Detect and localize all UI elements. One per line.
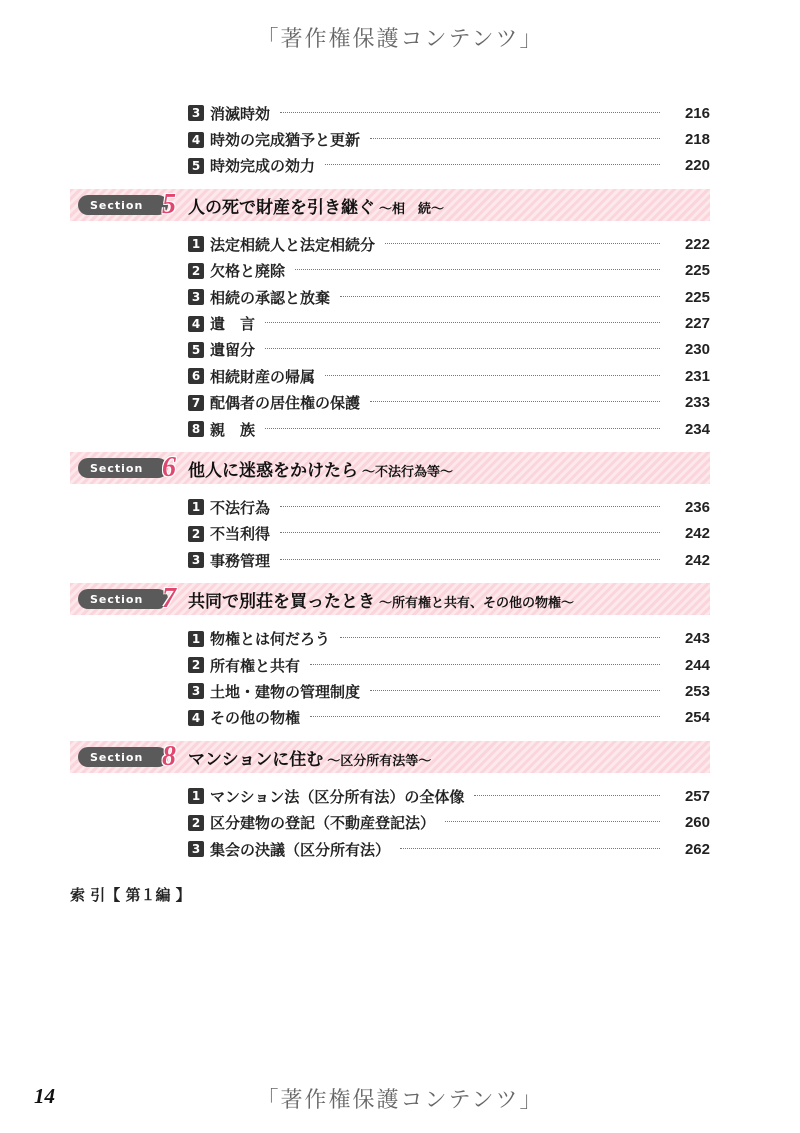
entry-number-badge: 4: [188, 316, 204, 332]
toc-entry[interactable]: [188, 231, 710, 257]
entry-number-badge: 2: [188, 526, 204, 542]
entry-number-badge: 3: [188, 105, 204, 121]
entry-page-number: 231: [684, 367, 710, 385]
leader-dots: [280, 532, 660, 533]
section-title-text: 共同で別荘を買ったとき: [188, 591, 375, 612]
entry-number-badge: 1: [188, 236, 204, 252]
section-title-text: 人の死で財産を引き継ぐ: [188, 197, 375, 218]
toc-entry[interactable]: [188, 678, 710, 704]
entry-title: 区分建物の登記（不動産登記法）: [210, 814, 436, 833]
section-word: Section: [90, 198, 144, 212]
entry-title: 事務管理: [210, 551, 271, 570]
leader-dots: [340, 296, 660, 297]
section-title: [188, 745, 431, 770]
section-number: 6: [162, 452, 176, 484]
entry-number-badge: 5: [188, 158, 204, 174]
leader-dots: [295, 269, 660, 270]
leader-dots: [340, 637, 660, 638]
entry-title: 遺 言: [210, 315, 256, 334]
entry-page-number: 225: [684, 262, 710, 280]
entry-page-number: 244: [684, 656, 710, 674]
entry-title: 法定相続人と法定相続分: [210, 235, 376, 254]
toc-entry[interactable]: [188, 836, 710, 862]
entry-number-badge: 1: [188, 631, 204, 647]
toc-entry[interactable]: [188, 809, 710, 835]
table-of-contents: [70, 100, 710, 862]
section-number: 8: [162, 741, 176, 773]
section-word: Section: [90, 592, 144, 606]
entry-page-number: 236: [684, 498, 710, 516]
section-subtitle: ～区分所有法等～: [327, 753, 432, 769]
entry-title: 物権とは何だろう: [210, 630, 331, 649]
leader-dots: [370, 690, 660, 691]
toc-entry[interactable]: [188, 363, 710, 389]
section-title: [188, 193, 444, 218]
entry-number-badge: 4: [188, 132, 204, 148]
entry-number-badge: 2: [188, 815, 204, 831]
entry-page-number: 242: [684, 525, 710, 543]
section-header[interactable]: [70, 741, 710, 773]
entry-number-badge: 7: [188, 395, 204, 411]
entry-title: 集会の決議（区分所有法）: [210, 840, 391, 859]
entry-page-number: 227: [684, 315, 710, 333]
entry-page-number: 260: [684, 814, 710, 832]
leader-dots: [400, 848, 660, 849]
entry-title: 相続財産の帰属: [210, 367, 316, 386]
entry-title: 時効の完成猶予と更新: [210, 131, 361, 150]
toc-entry[interactable]: [188, 284, 710, 310]
lead-entries: [70, 100, 710, 179]
leader-dots: [265, 322, 660, 323]
watermark-bottom: 「著作権保護コンテンツ」: [256, 1088, 544, 1113]
section-header[interactable]: [70, 583, 710, 615]
section-number: 5: [162, 189, 176, 221]
section-title: [188, 587, 574, 612]
sections-container: [70, 189, 710, 862]
toc-entry[interactable]: [188, 705, 710, 731]
toc-entry[interactable]: [188, 416, 710, 442]
entry-number-badge: 3: [188, 841, 204, 857]
entry-page-number: 218: [684, 131, 710, 149]
toc-entry[interactable]: [188, 494, 710, 520]
entry-title: 欠格と廃除: [210, 262, 286, 281]
entry-page-number: 222: [684, 235, 710, 253]
toc-entry[interactable]: [188, 310, 710, 336]
section-label-pill: [78, 741, 176, 773]
section-subtitle: ～相 続～: [379, 201, 445, 217]
entry-number-badge: 2: [188, 263, 204, 279]
leader-dots: [265, 428, 660, 429]
page-number: 14: [34, 1084, 55, 1108]
entry-page-number: 242: [684, 551, 710, 569]
leader-dots: [474, 795, 660, 796]
entry-number-badge: 2: [188, 657, 204, 673]
leader-dots: [445, 821, 660, 822]
leader-dots: [370, 401, 660, 402]
toc-entry[interactable]: [188, 100, 710, 126]
entry-page-number: 216: [684, 104, 710, 122]
entry-number-badge: 3: [188, 289, 204, 305]
leader-dots: [280, 559, 660, 560]
section-label-pill: [78, 189, 176, 221]
toc-entry[interactable]: [188, 337, 710, 363]
entry-number-badge: 3: [188, 552, 204, 568]
toc-entry[interactable]: [188, 390, 710, 416]
watermark-top: 「著作権保護コンテンツ」: [256, 27, 544, 52]
section-word: Section: [90, 461, 144, 475]
entry-page-number: 225: [684, 288, 710, 306]
entry-number-badge: 4: [188, 710, 204, 726]
section-label-pill: [78, 583, 176, 615]
section-title-text: 他人に迷惑をかけたら: [188, 460, 358, 481]
section-subtitle: ～不法行為等～: [362, 464, 454, 480]
entry-title: 遺留分: [210, 341, 256, 360]
entry-page-number: 243: [684, 630, 710, 648]
leader-dots: [370, 138, 660, 139]
entry-title: 消滅時効: [210, 104, 271, 123]
section-title-text: マンションに住む: [188, 749, 324, 770]
leader-dots: [325, 164, 660, 165]
toc-entry[interactable]: [188, 625, 710, 651]
section-header[interactable]: [70, 189, 710, 221]
section-word: Section: [90, 750, 144, 764]
section-subtitle: ～所有権と共有、その他の物権～: [379, 595, 575, 611]
entry-number-badge: 8: [188, 421, 204, 437]
entry-page-number: 220: [684, 157, 710, 175]
toc-entry[interactable]: [188, 153, 710, 179]
leader-dots: [280, 506, 660, 507]
entry-number-badge: 1: [188, 788, 204, 804]
entry-title: 土地・建物の管理制度: [210, 682, 361, 701]
toc-entry[interactable]: [188, 547, 710, 573]
section-number: 7: [162, 583, 176, 615]
toc-entry[interactable]: [188, 258, 710, 284]
entry-page-number: 230: [684, 341, 710, 359]
entry-title: 親 族: [210, 420, 256, 439]
leader-dots: [325, 375, 660, 376]
toc-entry[interactable]: [188, 652, 710, 678]
leader-dots: [385, 243, 660, 244]
leader-dots: [310, 664, 660, 665]
section-title: [188, 456, 453, 481]
entry-page-number: 254: [684, 709, 710, 727]
entry-page-number: 253: [684, 682, 710, 700]
entry-title: 所有権と共有: [210, 656, 301, 675]
entry-title: その他の物権: [210, 709, 301, 728]
entry-number-badge: 3: [188, 683, 204, 699]
entry-number-badge: 5: [188, 342, 204, 358]
entry-number-badge: 6: [188, 368, 204, 384]
leader-dots: [280, 112, 660, 113]
entry-title: 時効完成の効力: [210, 157, 316, 176]
entry-title: マンション法（区分所有法）の全体像: [210, 787, 465, 806]
entry-title: 相続の承認と放棄: [210, 288, 331, 307]
entry-title: 不当利得: [210, 525, 271, 544]
toc-entry[interactable]: [188, 521, 710, 547]
entry-number-badge: 1: [188, 499, 204, 515]
entry-page-number: 262: [684, 840, 710, 858]
entry-title: 配偶者の居住権の保護: [210, 394, 361, 413]
leader-dots: [265, 348, 660, 349]
entry-page-number: 233: [684, 394, 710, 412]
index-label[interactable]: 索 引【 第１編 】: [70, 886, 191, 904]
leader-dots: [310, 716, 660, 717]
entry-page-number: 257: [684, 787, 710, 805]
toc-entry[interactable]: [188, 783, 710, 809]
entry-page-number: 234: [684, 420, 710, 438]
toc-entry[interactable]: [188, 126, 710, 152]
section-label-pill: [78, 452, 176, 484]
section-header[interactable]: [70, 452, 710, 484]
entry-title: 不法行為: [210, 498, 271, 517]
